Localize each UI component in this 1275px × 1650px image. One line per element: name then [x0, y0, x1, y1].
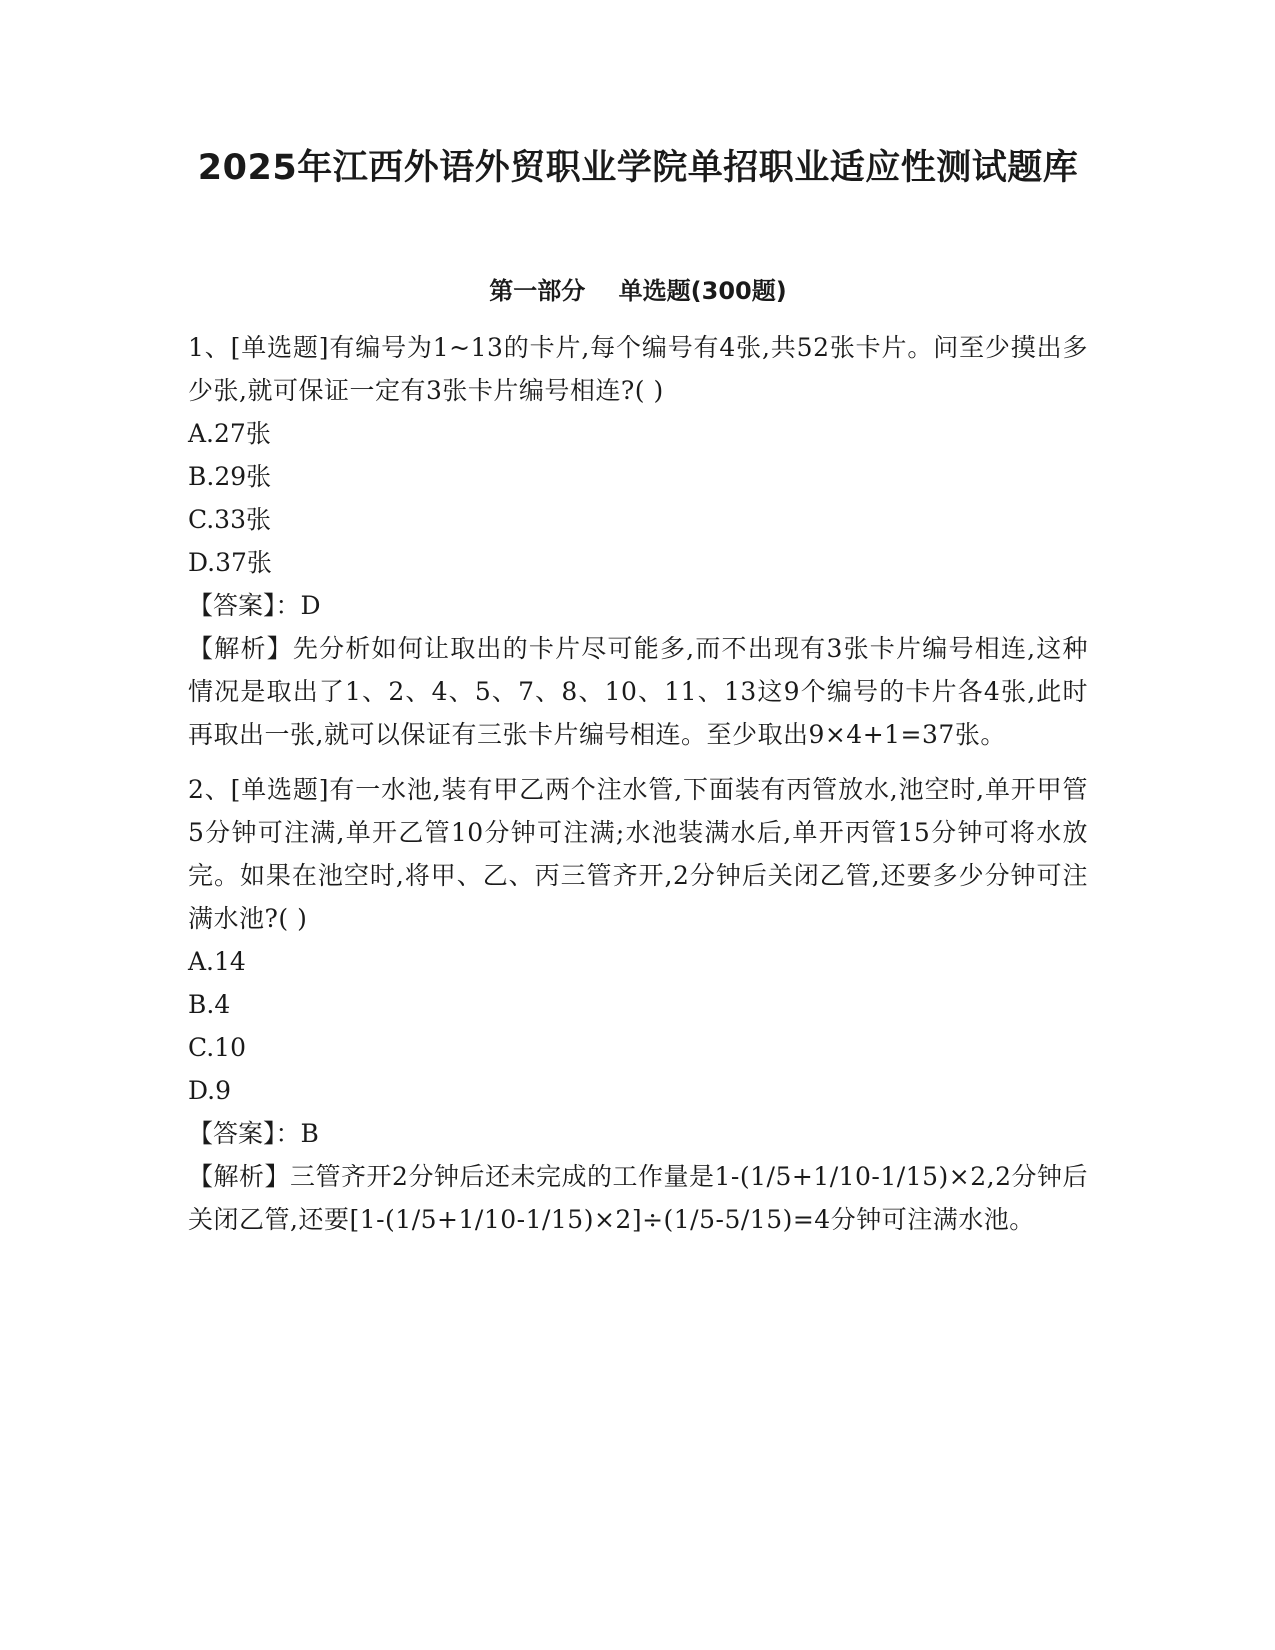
answer-line: 【答案】：B	[188, 1119, 319, 1148]
option-list	[188, 940, 1088, 1112]
document-page	[188, 140, 1088, 1241]
question-2	[188, 768, 1088, 1241]
option-b: B.29张	[188, 462, 272, 491]
question-stem: 2、[单选题]有一水池,装有甲乙两个注水管,下面装有丙管放水,池空时,单开甲管5分钟可注满,单开乙管10分钟可注满;水池装满水后,单开丙管15分钟可将水放完。如果在池空时,将甲、乙、丙三管齐开,2分钟后关闭乙管,还要多少分钟可注满水池?( )	[188, 775, 1088, 933]
option-a: A.27张	[188, 419, 271, 448]
option-a: A.14	[188, 947, 246, 976]
section-title: 第一部分 单选题(300题)	[489, 277, 787, 305]
document-title: 2025年江西外语外贸职业学院单招职业适应性测试题库	[197, 148, 1079, 188]
analysis-text: 【解析】先分析如何让取出的卡片尽可能多,而不出现有3张卡片编号相连,这种情况是取出了1、2、4、5、7、8、10、11、13这9个编号的卡片各4张,此时再取出一张,就可以保证有三张卡片编号相连。至少取出9×4+1=37张。	[188, 634, 1088, 749]
option-d: D.9	[188, 1076, 232, 1105]
question-stem: 1、[单选题]有编号为1~13的卡片,每个编号有4张,共52张卡片。问至少摸出多少张,就可保证一定有3张卡片编号相连?( )	[188, 333, 1088, 405]
option-c: C.33张	[188, 505, 271, 534]
option-list	[188, 412, 1088, 584]
question-1	[188, 326, 1088, 756]
answer-line: 【答案】：D	[188, 591, 321, 620]
analysis-text: 【解析】三管齐开2分钟后还未完成的工作量是1-(1/5+1/10-1/15)×2,2分钟后关闭乙管,还要[1-(1/5+1/10-1/15)×2]÷(1/5-5/15)=4分钟可注满水池。	[188, 1162, 1088, 1234]
option-b: B.4	[188, 990, 231, 1019]
option-d: D.37张	[188, 548, 272, 577]
option-c: C.10	[188, 1033, 246, 1062]
